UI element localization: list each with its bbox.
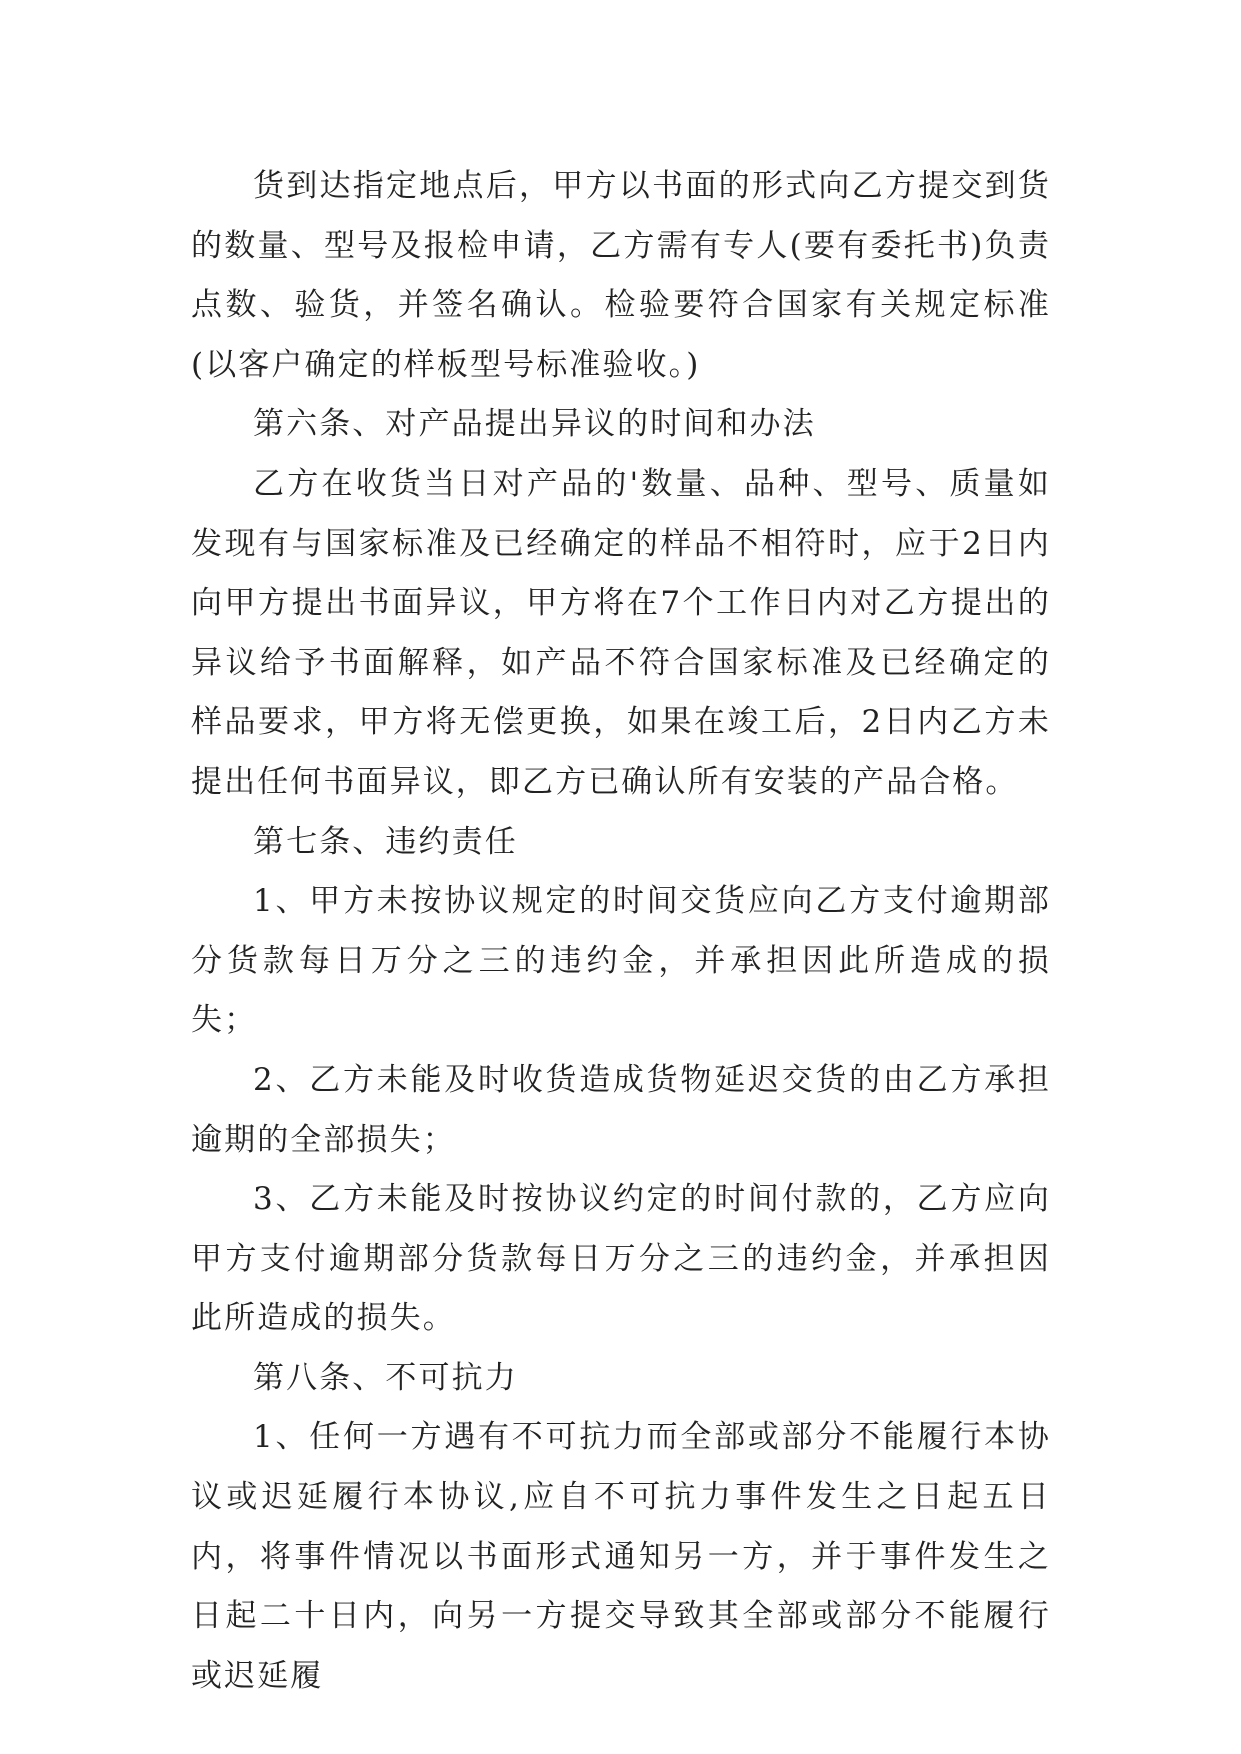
paragraph-force-majeure-1: 1、任何一方遇有不可抗力而全部或部分不能履行本协议或迟延履行本协议,应自不可抗力事件发生之日起五日内，将事件情况以书面形式通知另一方，并于事件发生之日起二十日内，向另一方提交导致其全部或部分不能履行或迟延履 xyxy=(191,1419,1051,1694)
document-body xyxy=(191,157,1051,1706)
paragraph-liability-3: 3、乙方未能及时按协议约定的时间付款的，乙方应向甲方支付逾期部分货款每日万分之三的违约金，并承担因此所造成的损失。 xyxy=(191,1181,1051,1337)
heading-article-8: 第八条、不可抗力 xyxy=(253,1359,518,1396)
paragraph-liability-2: 2、乙方未能及时收货造成货物延迟交货的由乙方承担逾期的全部损失； xyxy=(191,1061,1051,1158)
paragraph-liability-1: 1、甲方未按协议规定的时间交货应向乙方支付逾期部分货款每日万分之三的违约金，并承担因此所造成的损失； xyxy=(191,883,1051,1039)
paragraph-objection-procedure: 乙方在收货当日对产品的'数量、品种、型号、质量如发现有与国家标准及已经确定的样品不相符时，应于2日内向甲方提出书面异议，甲方将在7个工作日内对乙方提出的异议给予书面解释，如产品不符合国家标准及已经确定的样品要求，甲方将无偿更换，如果在竣工后，2日内乙方未提出任何书面异议，即乙方已确认所有安装的产品合格。 xyxy=(191,465,1051,800)
heading-article-7: 第七条、违约责任 xyxy=(253,823,518,860)
heading-article-6: 第六条、对产品提出异议的时间和办法 xyxy=(253,406,816,443)
paragraph-delivery-inspection: 货到达指定地点后，甲方以书面的形式向乙方提交到货的数量、型号及报检申请，乙方需有专人(要有委托书)负责点数、验货，并签名确认。检验要符合国家有关规定标准(以客户确定的样板型号标准验收。) xyxy=(191,168,1051,383)
